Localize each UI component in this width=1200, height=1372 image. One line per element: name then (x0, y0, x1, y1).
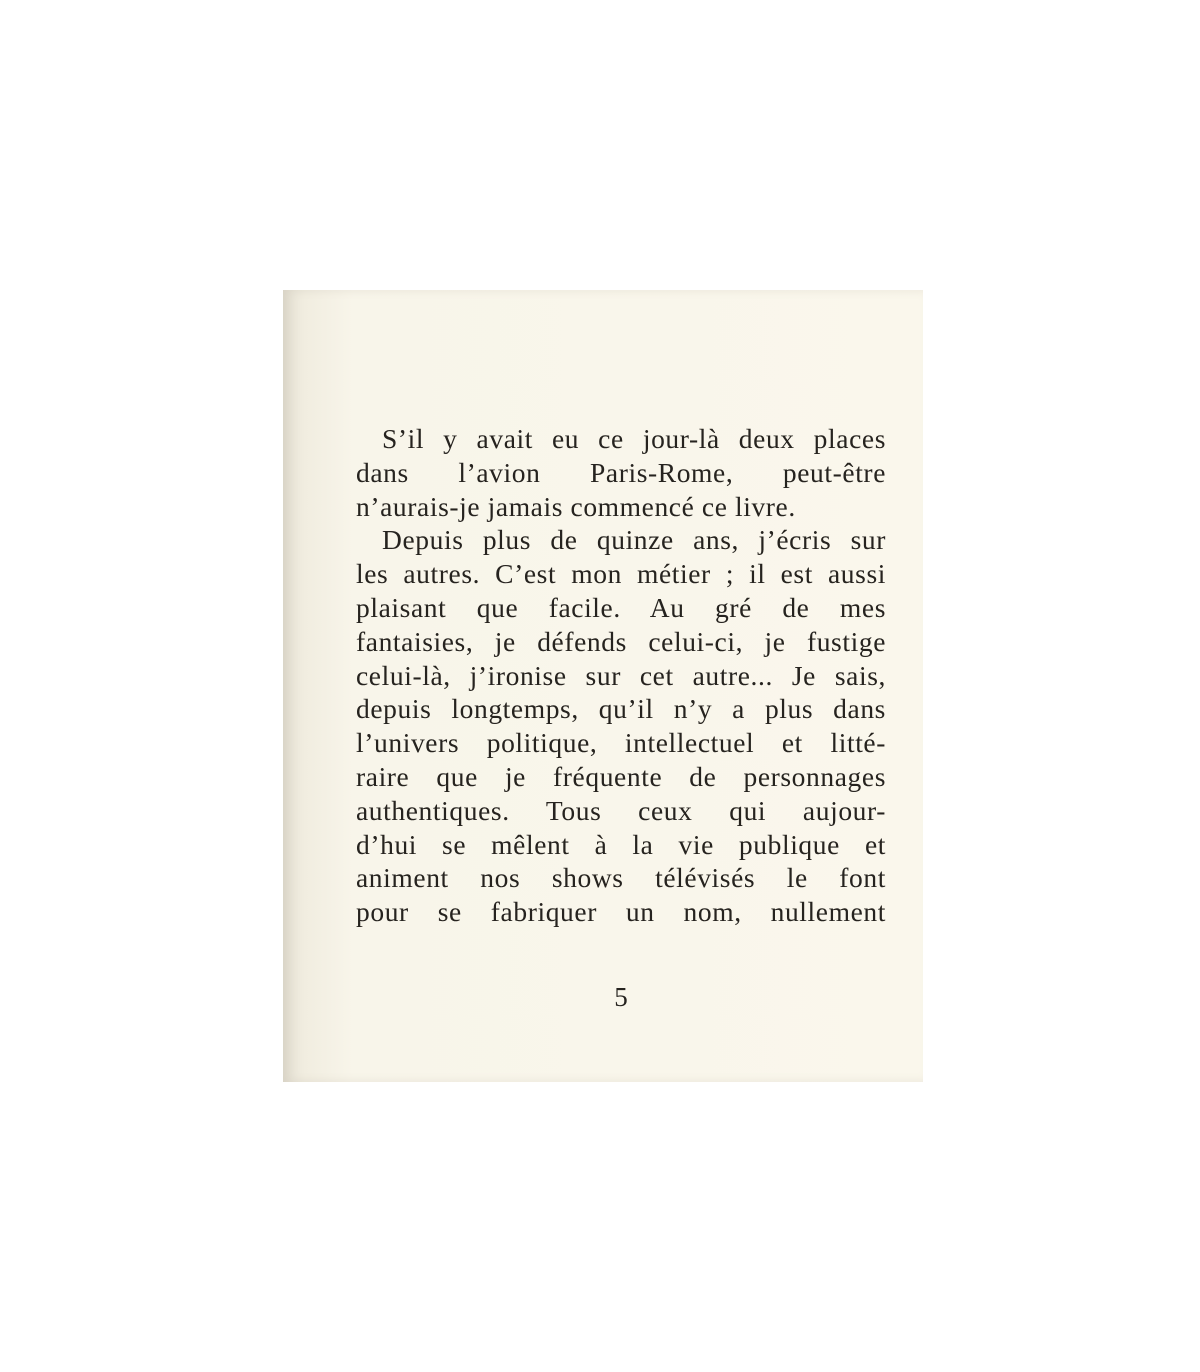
text-line: les autres. C’est mon métier ; il est aussi (356, 558, 886, 590)
text-line: Depuis plus de quinze ans, j’écris sur (382, 524, 886, 556)
book-page (283, 290, 923, 1082)
page-number: 5 (614, 982, 628, 1012)
text-line: n’aurais-je jamais commencé ce livre. (356, 490, 796, 522)
text-line: raire que je fréquente de personnages (356, 760, 886, 792)
text-line: celui-là, j’ironise sur cet autre... Je sais, (356, 659, 886, 691)
text-line: animent nos shows télévisés le font (356, 862, 886, 894)
text-line: l’univers politique, intellectuel et litté- (356, 727, 886, 759)
text-line: d’hui se mêlent à la vie publique et (356, 828, 886, 860)
text-line: S’il y avait eu ce jour-là deux places (382, 423, 886, 454)
text-line: fantaisies, je défends celui-ci, je fustige (356, 625, 886, 657)
paragraph-2 (356, 523, 886, 929)
text-line: dans l’avion Paris-Rome, peut-être (356, 456, 886, 488)
body-text (356, 422, 886, 929)
text-line: plaisant que facile. Au gré de mes (356, 591, 886, 623)
text-line: pour se fabriquer un nom, nullement (356, 896, 886, 928)
text-line: authentiques. Tous ceux qui aujour- (356, 794, 886, 826)
text-line: depuis longtemps, qu’il n’y a plus dans (356, 693, 886, 725)
paragraph-1 (356, 422, 886, 523)
